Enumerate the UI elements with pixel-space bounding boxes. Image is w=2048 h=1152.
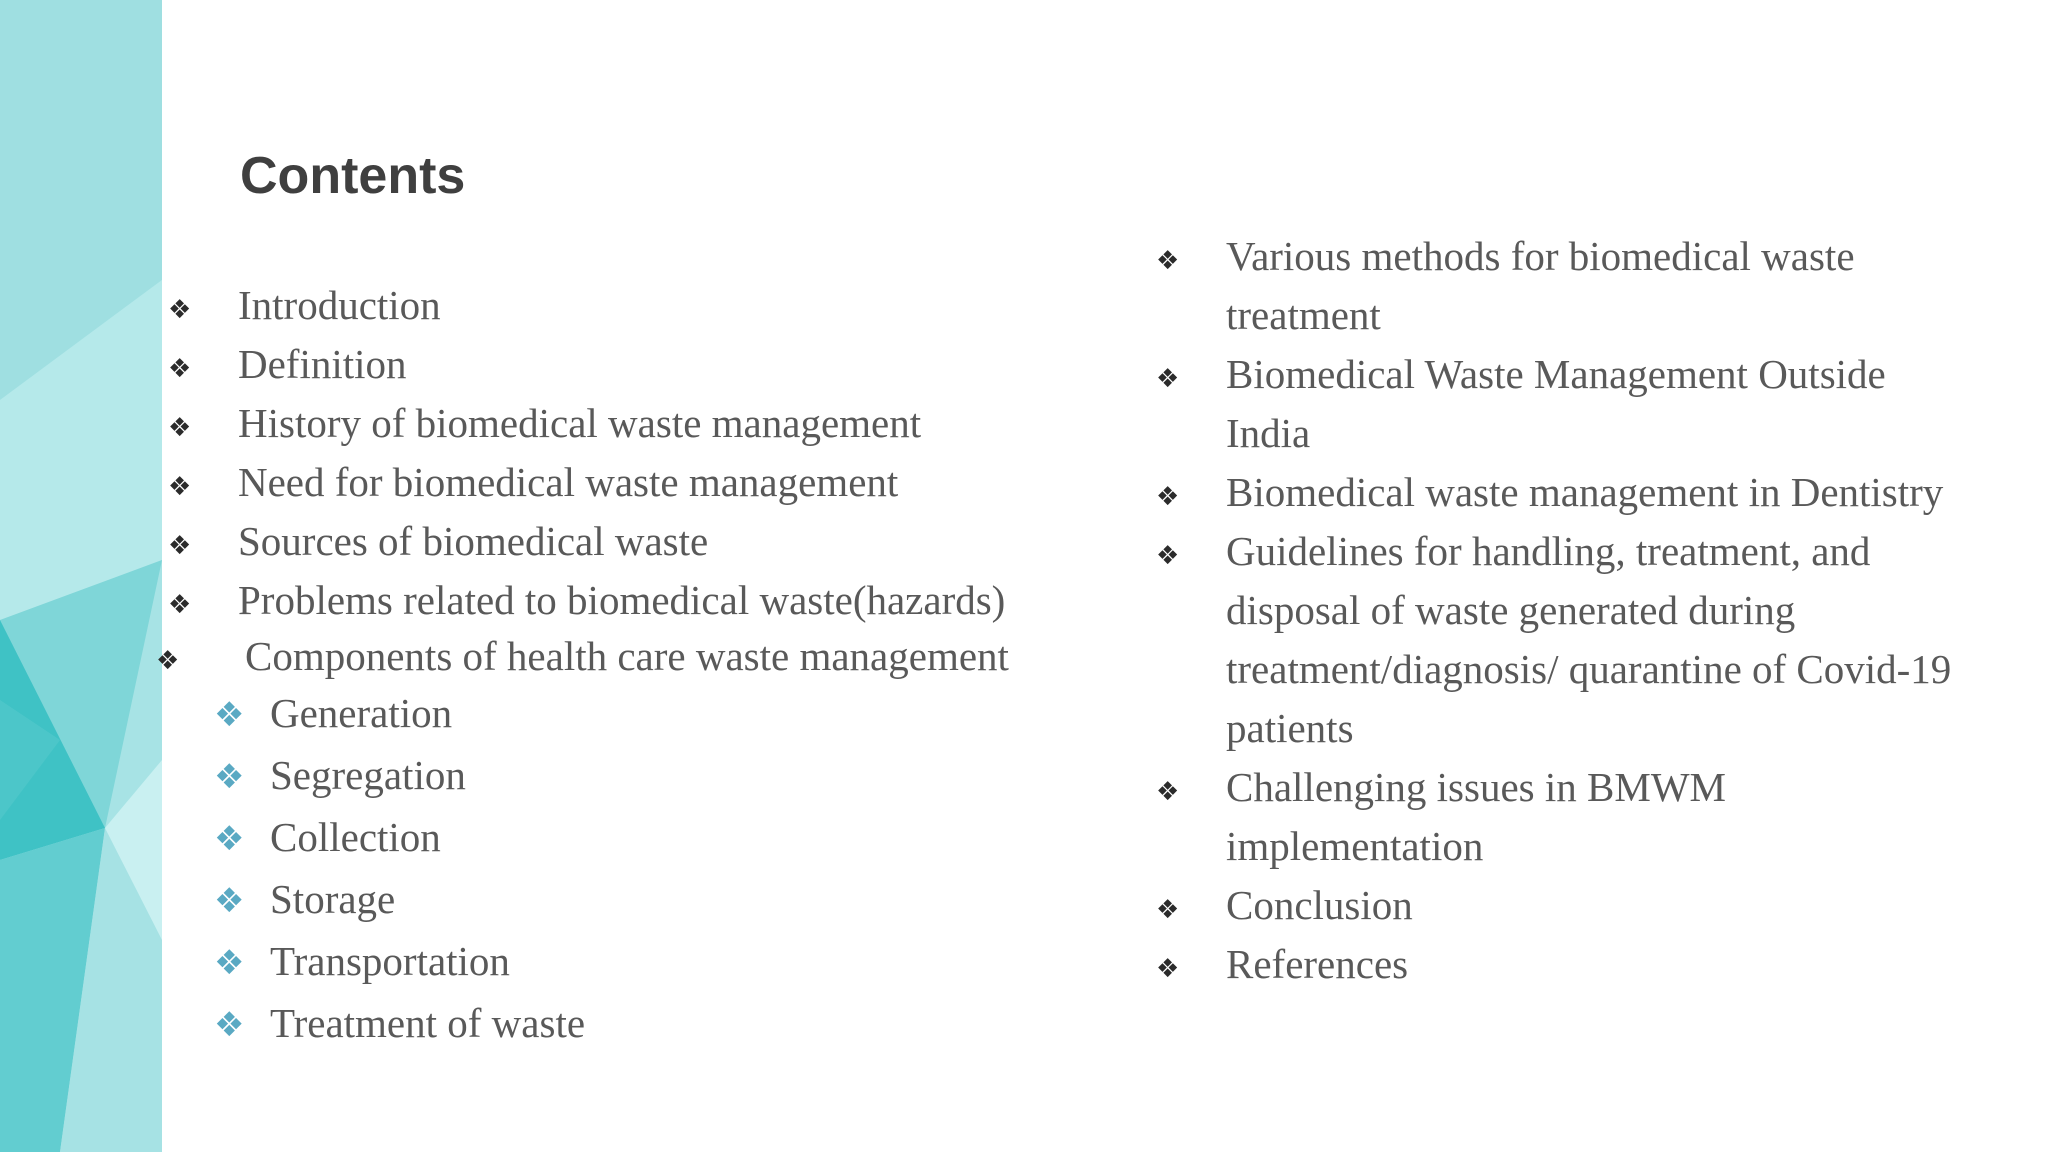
list-item-text: Introduction bbox=[238, 282, 441, 328]
list-item-text: Storage bbox=[270, 876, 396, 922]
sub-list-item bbox=[212, 808, 441, 867]
sub-list-item bbox=[212, 684, 452, 743]
bullet-diamond-icon: ❖ bbox=[1156, 482, 1180, 512]
list-item bbox=[164, 394, 921, 453]
list-item-text: Biomedical Waste Management Outside bbox=[1226, 351, 1886, 397]
list-item bbox=[154, 627, 1009, 686]
bullet-diamond-icon: ❖ bbox=[1156, 246, 1180, 276]
list-item bbox=[1154, 758, 1726, 876]
sub-list-item bbox=[212, 746, 466, 805]
list-item bbox=[1154, 935, 1408, 994]
list-item bbox=[164, 512, 708, 571]
list-item-text: Treatment of waste bbox=[270, 1000, 586, 1046]
list-item-text: Components of health care waste management bbox=[245, 633, 1009, 679]
bullet-diamond-icon: ❖ bbox=[214, 757, 245, 797]
list-item-text: Collection bbox=[270, 814, 441, 860]
list-item-text: Need for biomedical waste management bbox=[238, 459, 899, 505]
list-item-text: Conclusion bbox=[1226, 882, 1413, 928]
list-item-text: Definition bbox=[238, 341, 407, 387]
list-item-text: Transportation bbox=[270, 938, 510, 984]
list-item-text: Sources of biomedical waste bbox=[238, 518, 709, 564]
bullet-diamond-icon: ❖ bbox=[214, 943, 245, 983]
bullet-diamond-icon: ❖ bbox=[214, 819, 245, 859]
sub-list-item bbox=[212, 932, 510, 991]
list-item bbox=[1154, 345, 1886, 463]
list-item-text: implementation bbox=[1226, 823, 1484, 869]
list-item bbox=[1154, 876, 1413, 935]
list-item bbox=[1154, 522, 1951, 758]
list-item-text: India bbox=[1226, 410, 1311, 456]
list-item bbox=[164, 335, 407, 394]
list-item bbox=[164, 571, 1005, 630]
bullet-diamond-icon: ❖ bbox=[1156, 541, 1180, 571]
list-item-text: Generation bbox=[270, 690, 453, 736]
bullet-diamond-icon: ❖ bbox=[1156, 364, 1180, 394]
list-item-text: Guidelines for handling, treatment, and bbox=[1226, 528, 1871, 574]
bullet-diamond-icon: ❖ bbox=[156, 646, 180, 676]
list-item-text: treatment/diagnosis/ quarantine of Covid-19 bbox=[1226, 646, 1952, 692]
list-item bbox=[164, 453, 898, 512]
list-item-text: treatment bbox=[1226, 292, 1381, 338]
list-item-text: Various methods for biomedical waste bbox=[1226, 233, 1855, 279]
list-item bbox=[1154, 463, 1943, 522]
bullet-diamond-icon: ❖ bbox=[214, 881, 245, 921]
list-item-text: Problems related to biomedical waste(hazards) bbox=[238, 577, 1006, 623]
page-title: Contents bbox=[240, 147, 466, 205]
bullet-diamond-icon: ❖ bbox=[214, 1005, 245, 1045]
list-item-text: References bbox=[1226, 941, 1409, 987]
bullet-diamond-icon: ❖ bbox=[1156, 895, 1180, 925]
list-item bbox=[164, 276, 441, 335]
bullet-diamond-icon: ❖ bbox=[168, 354, 192, 384]
bullet-diamond-icon: ❖ bbox=[168, 413, 192, 443]
bullet-diamond-icon: ❖ bbox=[168, 472, 192, 502]
bullet-diamond-icon: ❖ bbox=[168, 590, 192, 620]
list-item-text: Biomedical waste management in Dentistry bbox=[1226, 469, 1944, 515]
list-item-text: patients bbox=[1226, 705, 1354, 751]
bullet-diamond-icon: ❖ bbox=[214, 695, 245, 735]
list-item bbox=[1154, 227, 1855, 345]
list-item-text: Challenging issues in BMWM bbox=[1226, 764, 1726, 810]
list-item-text: Segregation bbox=[270, 752, 466, 798]
bullet-diamond-icon: ❖ bbox=[168, 295, 192, 325]
bullet-diamond-icon: ❖ bbox=[1156, 954, 1180, 984]
sub-list-item bbox=[212, 994, 585, 1053]
list-item-text: History of biomedical waste management bbox=[238, 400, 922, 446]
list-item-text: disposal of waste generated during bbox=[1226, 587, 1796, 633]
bullet-diamond-icon: ❖ bbox=[1156, 777, 1180, 807]
sub-list-item bbox=[212, 870, 395, 929]
side-decoration bbox=[0, 0, 162, 1152]
bullet-diamond-icon: ❖ bbox=[168, 531, 192, 561]
